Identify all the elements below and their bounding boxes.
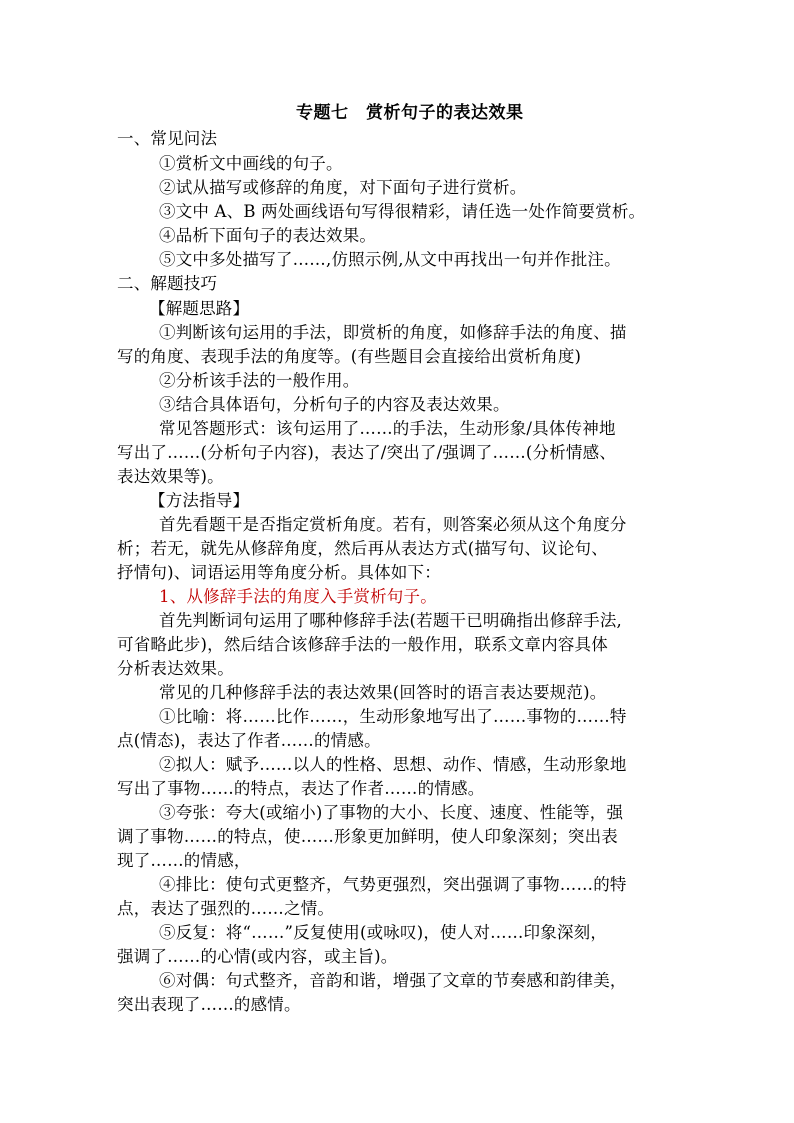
paragraph-line: 常见答题形式：该句运用了……的手法，生动形象/具体传神地 — [159, 419, 616, 438]
paragraph-line: 首先看题干是否指定赏析角度。若有，则答案必须从这个角度分 — [159, 515, 627, 534]
paragraph-line: 强调了……的心情(或内容，或主旨)。 — [117, 947, 398, 966]
paragraph-line: 写出了……(分析句子内容)，表达了/突出了/强调了……(分析情感、 — [117, 443, 617, 462]
subsection-label: 【方法指导】 — [149, 491, 250, 510]
red-subheading: 1、从修辞手法的角度入手赏析句子。 — [159, 587, 437, 606]
paragraph-line: 析；若无，就先从修辞角度，然后再从表达方式(描写句、议论句、 — [117, 539, 608, 558]
paragraph-line: ③结合具体语句，分析句子的内容及表达效果。 — [159, 395, 510, 414]
paragraph-line: ⑥对偶：句式整齐，音韵和谐，增强了文章的节奏感和韵律美， — [159, 971, 627, 990]
paragraph-line: 突出表现了……的感情。 — [117, 995, 301, 1014]
paragraph-line: 可省略此步)，然后结合该修辞手法的一般作用，联系文章内容具体 — [117, 635, 608, 654]
paragraph-line: 写出了事物……的特点，表达了作者……的情感。 — [117, 779, 485, 798]
question-item: ③文中 A、B 两处画线语句写得很精彩，请任选一处作简要赏析。 — [159, 202, 646, 221]
section-heading: 一、常见问法 — [117, 129, 218, 148]
paragraph-line: 写的角度、表现手法的角度等。(有些题目会直接给出赏析角度) — [117, 347, 582, 366]
paragraph-line: 抒情句)、词语运用等角度分析。具体如下： — [117, 563, 441, 582]
paragraph-line: 点，表达了强烈的……之情。 — [117, 899, 335, 918]
subsection-label: 【解题思路】 — [149, 299, 250, 318]
question-item: ②试从描写或修辞的角度，对下面句子进行赏析。 — [159, 178, 527, 197]
paragraph-line: ④排比：使句式更整齐，气势更强烈，突出强调了事物……的特 — [159, 875, 627, 894]
paragraph-line: 调了事物……的特点，使……形象更加鲜明，使人印象深刻；突出表 — [117, 827, 618, 846]
paragraph-line: ①比喻：将……比作……，生动形象地写出了……事物的……特 — [159, 707, 627, 726]
paragraph-line: 点(情态)，表达了作者……的情感。 — [117, 731, 381, 750]
question-item: ①赏析文中画线的句子。 — [159, 154, 343, 173]
paragraph-line: ⑤反复：将“……”反复使用(或咏叹)，使人对……印象深刻， — [159, 923, 608, 942]
question-item: ⑤文中多处描写了……,仿照示例,从文中再找出一句并作批注。 — [159, 250, 621, 269]
paragraph-line: 常见的几种修辞手法的表达效果(回答时的语言表达要规范)。 — [159, 683, 607, 702]
page-title: 专题七 赏析句子的表达效果 — [296, 103, 524, 123]
section-heading: 二、解题技巧 — [117, 274, 218, 293]
paragraph-line: 分析表达效果。 — [117, 659, 234, 678]
paragraph-line: 现了……的情感， — [117, 851, 251, 870]
paragraph-line: 表达效果等)。 — [117, 467, 224, 486]
paragraph-line: ③夸张：夸大(或缩小)了事物的大小、长度、速度、性能等，强 — [159, 803, 624, 822]
paragraph-line: ①判断该句运用的手法，即赏析的角度，如修辞手法的角度、描 — [159, 323, 627, 342]
paragraph-line: ②拟人：赋予……以人的性格、思想、动作、情感，生动形象地 — [159, 755, 627, 774]
question-item: ④品析下面句子的表达效果。 — [159, 226, 377, 245]
paragraph-line: ②分析该手法的一般作用。 — [159, 371, 360, 390]
paragraph-line: 首先判断词句运用了哪种修辞手法(若题干已明确指出修辞手法, — [159, 611, 622, 630]
